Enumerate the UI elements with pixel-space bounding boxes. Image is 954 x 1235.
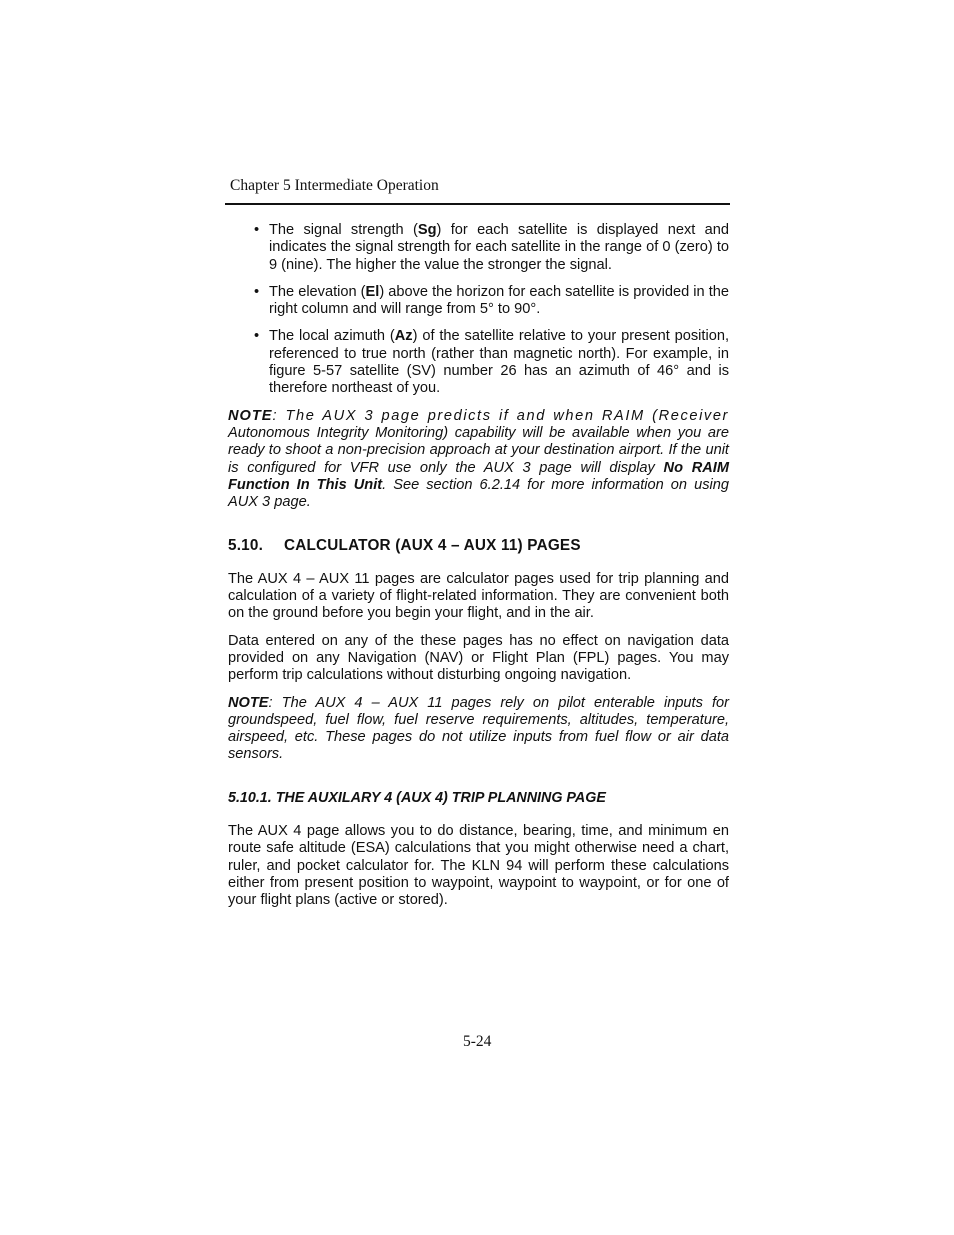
bullet-icon: • [254, 328, 260, 345]
note-label: NOTE [228, 694, 269, 711]
list-item-elevation: • The elevation (El) above the horizon for each satellite is provided in the right column and will range from 5° to 90°. [254, 283, 729, 318]
satellite-info-list [228, 222, 729, 398]
header-rule [225, 203, 730, 205]
page-number: 5-24 [463, 1033, 492, 1050]
body-content [228, 222, 729, 920]
bullet-icon: • [254, 222, 260, 238]
subsection-heading: 5.10.1. THE AUXILARY 4 (AUX 4) TRIP PLANNING PAGE [228, 789, 606, 806]
bullet-icon: • [254, 283, 260, 300]
note-pilot-inputs: NOTE: The AUX 4 – AUX 11 pages rely on pilot enterable inputs for groundspeed, fuel flow, fuel reserve requirements, altitudes, temperature, airspeed, etc. These pages do not utilize inputs from fuel flow or air data sensors. [228, 694, 729, 763]
section-title: CALCULATOR (AUX 4 – AUX 11) PAGES [284, 537, 581, 555]
paragraph-aux4-description: The AUX 4 page allows you to do distance, bearing, time, and minimum en route safe altitude (ESA) calculations that you might otherwise need a chart, ruler, and pocket calculator for. The KLN 94 will perform these calculations either from present position to waypoint, waypoint to waypoint, or for one of your flight plans (active or stored). [228, 823, 729, 909]
section-number: 5.10. [228, 537, 264, 555]
running-head: Chapter 5 Intermediate Operation [230, 177, 439, 194]
list-item-signal-strength: • The signal strength (Sg) for each satellite is displayed next and indicates the signal strength for each satellite in the range of 0 (zero) to 9 (nine). The higher the value the stronger the signal. [254, 222, 729, 273]
paragraph-calculator-intro: The AUX 4 – AUX 11 pages are calculator pages used for trip planning and calculation of a variety of flight-related information. They are convenient both on the ground before you begin your flight, and in the air. [228, 570, 729, 622]
list-item-azimuth: • The local azimuth (Az) of the satellite relative to your present position, referenced to true north (rather than magnetic north). For example, in figure 5-57 satellite (SV) number 26 has an azimuth of 46° and is therefore northeast of you. [254, 328, 730, 397]
paragraph-navigation-effect: Data entered on any of the these pages has no effect on navigation data provided on any Navigation (NAV) or Flight Plan (FPL) pages. You may perform trip calculations without disturbing ongoing navigation. [228, 632, 729, 684]
note-label: NOTE [228, 407, 273, 424]
section-heading [228, 537, 729, 554]
note-aux3: NOTE: The AUX 3 page predicts if and when RAIM (Receiver Autonomous Integrity Monitoring) capability will be available when you are ready to shoot a non-precision approach at your destination airport. If the unit is configured for VFR use only the AUX 3 page will display No RAIM Function In This Unit. See section 6.2.14 for more information on using AUX 3 page. [228, 407, 729, 511]
